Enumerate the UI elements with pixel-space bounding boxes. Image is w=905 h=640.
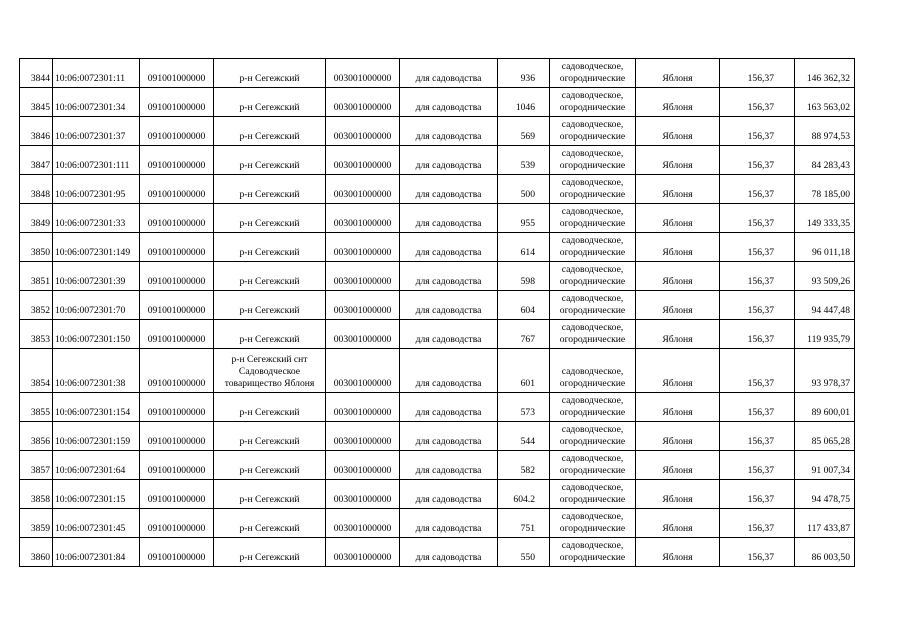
land-category-line: огороднические xyxy=(559,436,626,447)
table-row xyxy=(20,88,855,117)
specific-value-cell: 156,37 xyxy=(720,393,795,422)
location-line: р-н Сегежский xyxy=(239,334,300,345)
land-category-cell xyxy=(550,233,636,262)
table-row xyxy=(20,146,855,175)
land-category-line: садоводческое, xyxy=(561,424,624,435)
land-category-cell xyxy=(550,262,636,291)
location-cell xyxy=(214,233,326,262)
permitted-use-cell: для садоводства xyxy=(400,204,498,233)
association-name-cell: Яблоня xyxy=(636,88,720,117)
table-row xyxy=(20,291,855,320)
permitted-use-cell: для садоводства xyxy=(400,88,498,117)
category-code-cell: 003001000000 xyxy=(326,59,400,88)
cadastral-number-cell: 10:06:0072301:154 xyxy=(53,393,140,422)
cadastral-value-cell: 163 563,02 xyxy=(795,88,855,117)
land-category-line: садоводческое, xyxy=(561,177,624,188)
oktmo-code-cell: 091001000000 xyxy=(140,422,214,451)
table-row xyxy=(20,349,855,393)
association-name-cell: Яблоня xyxy=(636,509,720,538)
location-cell xyxy=(214,291,326,320)
location-cell xyxy=(214,146,326,175)
location-cell xyxy=(214,59,326,88)
location-line: р-н Сегежский xyxy=(239,465,300,476)
land-category-cell xyxy=(550,422,636,451)
land-category-line: садоводческое, xyxy=(561,366,624,377)
specific-value-cell: 156,37 xyxy=(720,422,795,451)
row-number-cell: 3849 xyxy=(20,204,53,233)
row-number-cell: 3847 xyxy=(20,146,53,175)
location-line: р-н Сегежский xyxy=(239,102,300,113)
location-line: р-н Сегежский xyxy=(239,131,300,142)
table-row xyxy=(20,204,855,233)
land-category-line: огороднические xyxy=(559,102,626,113)
table-row xyxy=(20,451,855,480)
location-line: р-н Сегежский xyxy=(239,73,300,84)
specific-value-cell: 156,37 xyxy=(720,88,795,117)
row-number-cell: 3856 xyxy=(20,422,53,451)
specific-value-cell: 156,37 xyxy=(720,291,795,320)
cadastral-number-cell: 10:06:0072301:111 xyxy=(53,146,140,175)
location-cell xyxy=(214,451,326,480)
cadastral-value-cell: 96 011,18 xyxy=(795,233,855,262)
land-category-line: садоводческое, xyxy=(561,293,624,304)
cadastral-value-cell: 89 600,01 xyxy=(795,393,855,422)
row-number-cell: 3852 xyxy=(20,291,53,320)
association-name-cell: Яблоня xyxy=(636,175,720,204)
row-number-cell: 3859 xyxy=(20,509,53,538)
land-category-line: садоводческое, xyxy=(561,235,624,246)
cadastral-number-cell: 10:06:0072301:15 xyxy=(53,480,140,509)
oktmo-code-cell: 091001000000 xyxy=(140,204,214,233)
specific-value-cell: 156,37 xyxy=(720,480,795,509)
cadastral-value-cell: 146 362,32 xyxy=(795,59,855,88)
table-row xyxy=(20,59,855,88)
location-line: р-н Сегежский xyxy=(239,494,300,505)
category-code-cell: 003001000000 xyxy=(326,204,400,233)
land-category-line: садоводческое, xyxy=(561,61,624,72)
category-code-cell: 003001000000 xyxy=(326,146,400,175)
table-row xyxy=(20,480,855,509)
cadastral-value-cell: 88 974,53 xyxy=(795,117,855,146)
area-cell: 598 xyxy=(498,262,550,291)
cadastral-value-cell: 86 003,50 xyxy=(795,538,855,567)
cadastral-value-cell: 78 185,00 xyxy=(795,175,855,204)
land-category-line: огороднические xyxy=(559,73,626,84)
location-cell xyxy=(214,262,326,291)
land-category-line: огороднические xyxy=(559,494,626,505)
land-category-cell xyxy=(550,175,636,204)
location-cell xyxy=(214,175,326,204)
land-category-line: садоводческое, xyxy=(561,119,624,130)
table-row xyxy=(20,509,855,538)
association-name-cell: Яблоня xyxy=(636,538,720,567)
permitted-use-cell: для садоводства xyxy=(400,538,498,567)
land-category-cell xyxy=(550,146,636,175)
specific-value-cell: 156,37 xyxy=(720,538,795,567)
area-cell: 751 xyxy=(498,509,550,538)
oktmo-code-cell: 091001000000 xyxy=(140,88,214,117)
category-code-cell: 003001000000 xyxy=(326,393,400,422)
permitted-use-cell: для садоводства xyxy=(400,422,498,451)
land-category-line: огороднические xyxy=(559,407,626,418)
category-code-cell: 003001000000 xyxy=(326,88,400,117)
land-category-line: огороднические xyxy=(559,378,626,389)
category-code-cell: 003001000000 xyxy=(326,480,400,509)
permitted-use-cell: для садоводства xyxy=(400,146,498,175)
association-name-cell: Яблоня xyxy=(636,204,720,233)
location-line: р-н Сегежский xyxy=(239,552,300,563)
oktmo-code-cell: 091001000000 xyxy=(140,59,214,88)
category-code-cell: 003001000000 xyxy=(326,320,400,349)
location-cell xyxy=(214,117,326,146)
row-number-cell: 3848 xyxy=(20,175,53,204)
cadastral-number-cell: 10:06:0072301:33 xyxy=(53,204,140,233)
land-category-cell xyxy=(550,88,636,117)
specific-value-cell: 156,37 xyxy=(720,509,795,538)
location-line: товарищество Яблоня xyxy=(224,378,315,389)
location-cell xyxy=(214,88,326,117)
land-category-line: садоводческое, xyxy=(561,511,624,522)
category-code-cell: 003001000000 xyxy=(326,451,400,480)
association-name-cell: Яблоня xyxy=(636,393,720,422)
area-cell: 614 xyxy=(498,233,550,262)
land-category-line: садоводческое, xyxy=(561,482,624,493)
specific-value-cell: 156,37 xyxy=(720,320,795,349)
category-code-cell: 003001000000 xyxy=(326,422,400,451)
row-number-cell: 3846 xyxy=(20,117,53,146)
land-category-line: садоводческое, xyxy=(561,395,624,406)
cadastral-value-cell: 85 065,28 xyxy=(795,422,855,451)
area-cell: 550 xyxy=(498,538,550,567)
permitted-use-cell: для садоводства xyxy=(400,480,498,509)
cadastral-number-cell: 10:06:0072301:84 xyxy=(53,538,140,567)
table-row xyxy=(20,422,855,451)
land-category-line: огороднические xyxy=(559,465,626,476)
area-cell: 539 xyxy=(498,146,550,175)
area-cell: 500 xyxy=(498,175,550,204)
land-category-cell xyxy=(550,204,636,233)
row-number-cell: 3850 xyxy=(20,233,53,262)
area-cell: 604 xyxy=(498,291,550,320)
location-cell xyxy=(214,320,326,349)
table-row xyxy=(20,538,855,567)
oktmo-code-cell: 091001000000 xyxy=(140,320,214,349)
area-cell: 604.2 xyxy=(498,480,550,509)
cadastral-value-cell: 149 333,35 xyxy=(795,204,855,233)
cadastral-number-cell: 10:06:0072301:45 xyxy=(53,509,140,538)
row-number-cell: 3851 xyxy=(20,262,53,291)
land-category-line: огороднические xyxy=(559,160,626,171)
permitted-use-cell: для садоводства xyxy=(400,393,498,422)
cadastral-value-cell: 84 283,43 xyxy=(795,146,855,175)
cadastral-number-cell: 10:06:0072301:39 xyxy=(53,262,140,291)
land-category-line: садоводческое, xyxy=(561,148,624,159)
row-number-cell: 3858 xyxy=(20,480,53,509)
category-code-cell: 003001000000 xyxy=(326,291,400,320)
specific-value-cell: 156,37 xyxy=(720,233,795,262)
land-category-line: огороднические xyxy=(559,218,626,229)
permitted-use-cell: для садоводства xyxy=(400,175,498,204)
land-parcel-table xyxy=(19,58,855,567)
oktmo-code-cell: 091001000000 xyxy=(140,117,214,146)
location-line: р-н Сегежский xyxy=(239,189,300,200)
land-category-cell xyxy=(550,509,636,538)
category-code-cell: 003001000000 xyxy=(326,175,400,204)
land-category-line: огороднические xyxy=(559,131,626,142)
area-cell: 955 xyxy=(498,204,550,233)
oktmo-code-cell: 091001000000 xyxy=(140,509,214,538)
association-name-cell: Яблоня xyxy=(636,291,720,320)
land-category-cell xyxy=(550,538,636,567)
cadastral-value-cell: 93 978,37 xyxy=(795,349,855,393)
association-name-cell: Яблоня xyxy=(636,320,720,349)
area-cell: 582 xyxy=(498,451,550,480)
oktmo-code-cell: 091001000000 xyxy=(140,451,214,480)
cadastral-value-cell: 94 478,75 xyxy=(795,480,855,509)
land-category-line: огороднические xyxy=(559,247,626,258)
land-category-line: садоводческое, xyxy=(561,90,624,101)
oktmo-code-cell: 091001000000 xyxy=(140,393,214,422)
specific-value-cell: 156,37 xyxy=(720,175,795,204)
land-category-line: садоводческое, xyxy=(561,453,624,464)
land-category-cell xyxy=(550,393,636,422)
cadastral-number-cell: 10:06:0072301:37 xyxy=(53,117,140,146)
table-row xyxy=(20,320,855,349)
permitted-use-cell: для садоводства xyxy=(400,262,498,291)
oktmo-code-cell: 091001000000 xyxy=(140,349,214,393)
row-number-cell: 3854 xyxy=(20,349,53,393)
cadastral-number-cell: 10:06:0072301:70 xyxy=(53,291,140,320)
association-name-cell: Яблоня xyxy=(636,146,720,175)
cadastral-number-cell: 10:06:0072301:150 xyxy=(53,320,140,349)
location-cell xyxy=(214,538,326,567)
area-cell: 601 xyxy=(498,349,550,393)
row-number-cell: 3844 xyxy=(20,59,53,88)
land-category-cell xyxy=(550,59,636,88)
cadastral-value-cell: 94 447,48 xyxy=(795,291,855,320)
association-name-cell: Яблоня xyxy=(636,233,720,262)
cadastral-value-cell: 91 007,34 xyxy=(795,451,855,480)
permitted-use-cell: для садоводства xyxy=(400,117,498,146)
cadastral-number-cell: 10:06:0072301:149 xyxy=(53,233,140,262)
association-name-cell: Яблоня xyxy=(636,59,720,88)
category-code-cell: 003001000000 xyxy=(326,509,400,538)
oktmo-code-cell: 091001000000 xyxy=(140,175,214,204)
land-category-line: огороднические xyxy=(559,276,626,287)
location-cell xyxy=(214,349,326,393)
permitted-use-cell: для садоводства xyxy=(400,349,498,393)
location-cell xyxy=(214,393,326,422)
association-name-cell: Яблоня xyxy=(636,117,720,146)
row-number-cell: 3860 xyxy=(20,538,53,567)
association-name-cell: Яблоня xyxy=(636,349,720,393)
category-code-cell: 003001000000 xyxy=(326,349,400,393)
permitted-use-cell: для садоводства xyxy=(400,233,498,262)
specific-value-cell: 156,37 xyxy=(720,262,795,291)
table-row xyxy=(20,393,855,422)
land-category-line: садоводческое, xyxy=(561,206,624,217)
table-row xyxy=(20,175,855,204)
area-cell: 573 xyxy=(498,393,550,422)
cadastral-number-cell: 10:06:0072301:159 xyxy=(53,422,140,451)
oktmo-code-cell: 091001000000 xyxy=(140,538,214,567)
area-cell: 1046 xyxy=(498,88,550,117)
land-category-line: садоводческое, xyxy=(561,264,624,275)
location-line: р-н Сегежский xyxy=(239,276,300,287)
land-category-cell xyxy=(550,480,636,509)
land-category-cell xyxy=(550,349,636,393)
category-code-cell: 003001000000 xyxy=(326,262,400,291)
location-line: р-н Сегежский xyxy=(239,436,300,447)
row-number-cell: 3853 xyxy=(20,320,53,349)
location-line: р-н Сегежский xyxy=(239,523,300,534)
land-category-line: огороднические xyxy=(559,305,626,316)
permitted-use-cell: для садоводства xyxy=(400,451,498,480)
location-line: р-н Сегежский xyxy=(239,305,300,316)
permitted-use-cell: для садоводства xyxy=(400,320,498,349)
cadastral-number-cell: 10:06:0072301:11 xyxy=(53,59,140,88)
category-code-cell: 003001000000 xyxy=(326,538,400,567)
location-line: Садоводческое xyxy=(238,366,301,377)
cadastral-value-cell: 119 935,79 xyxy=(795,320,855,349)
land-category-line: огороднические xyxy=(559,189,626,200)
specific-value-cell: 156,37 xyxy=(720,59,795,88)
oktmo-code-cell: 091001000000 xyxy=(140,233,214,262)
cadastral-number-cell: 10:06:0072301:95 xyxy=(53,175,140,204)
area-cell: 544 xyxy=(498,422,550,451)
specific-value-cell: 156,37 xyxy=(720,146,795,175)
land-category-line: садоводческое, xyxy=(561,322,624,333)
specific-value-cell: 156,37 xyxy=(720,204,795,233)
land-category-line: огороднические xyxy=(559,552,626,563)
table-row xyxy=(20,262,855,291)
location-line: р-н Сегежский xyxy=(239,247,300,258)
location-cell xyxy=(214,509,326,538)
row-number-cell: 3845 xyxy=(20,88,53,117)
location-line: р-н Сегежский xyxy=(239,218,300,229)
land-category-line: садоводческое, xyxy=(561,540,624,551)
location-line: р-н Сегежский xyxy=(239,160,300,171)
category-code-cell: 003001000000 xyxy=(326,117,400,146)
oktmo-code-cell: 091001000000 xyxy=(140,480,214,509)
cadastral-value-cell: 93 509,26 xyxy=(795,262,855,291)
oktmo-code-cell: 091001000000 xyxy=(140,146,214,175)
location-cell xyxy=(214,204,326,233)
location-line: р-н Сегежский xyxy=(239,407,300,418)
location-line: р-н Сегежский снт xyxy=(231,354,308,365)
cadastral-value-cell: 117 433,87 xyxy=(795,509,855,538)
row-number-cell: 3857 xyxy=(20,451,53,480)
association-name-cell: Яблоня xyxy=(636,422,720,451)
row-number-cell: 3855 xyxy=(20,393,53,422)
category-code-cell: 003001000000 xyxy=(326,233,400,262)
permitted-use-cell: для садоводства xyxy=(400,291,498,320)
oktmo-code-cell: 091001000000 xyxy=(140,291,214,320)
specific-value-cell: 156,37 xyxy=(720,451,795,480)
land-category-line: огороднические xyxy=(559,334,626,345)
cadastral-number-cell: 10:06:0072301:34 xyxy=(53,88,140,117)
location-cell xyxy=(214,422,326,451)
area-cell: 569 xyxy=(498,117,550,146)
land-category-cell xyxy=(550,291,636,320)
location-cell xyxy=(214,480,326,509)
area-cell: 936 xyxy=(498,59,550,88)
specific-value-cell: 156,37 xyxy=(720,117,795,146)
association-name-cell: Яблоня xyxy=(636,262,720,291)
association-name-cell: Яблоня xyxy=(636,480,720,509)
table-row xyxy=(20,117,855,146)
oktmo-code-cell: 091001000000 xyxy=(140,262,214,291)
land-category-cell xyxy=(550,117,636,146)
land-category-line: огороднические xyxy=(559,523,626,534)
cadastral-number-cell: 10:06:0072301:38 xyxy=(53,349,140,393)
table-body xyxy=(20,59,855,567)
permitted-use-cell: для садоводства xyxy=(400,509,498,538)
specific-value-cell: 156,37 xyxy=(720,349,795,393)
land-category-cell xyxy=(550,451,636,480)
area-cell: 767 xyxy=(498,320,550,349)
land-category-cell xyxy=(550,320,636,349)
table-row xyxy=(20,233,855,262)
permitted-use-cell: для садоводства xyxy=(400,59,498,88)
cadastral-number-cell: 10:06:0072301:64 xyxy=(53,451,140,480)
association-name-cell: Яблоня xyxy=(636,451,720,480)
